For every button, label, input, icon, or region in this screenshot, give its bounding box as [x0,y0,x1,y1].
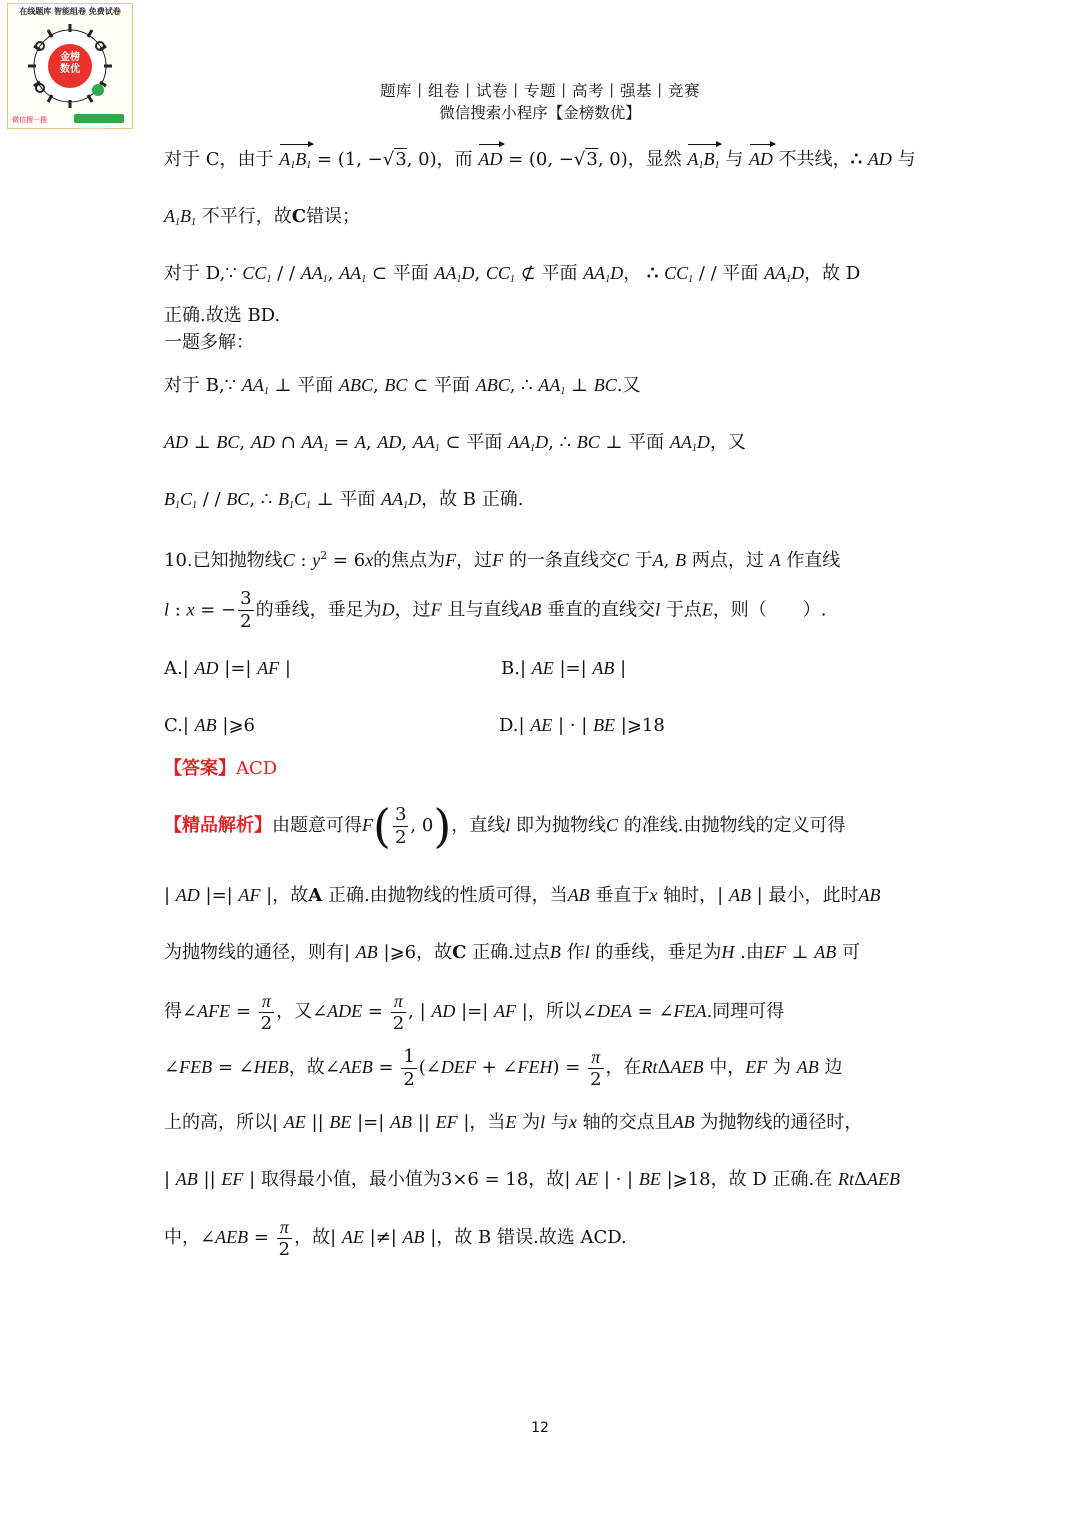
header-subtitle: 微信搜索小程序【金榜数优】 [439,104,641,122]
logo-arc-text-left: 在线题库 [19,6,52,16]
analysis-line7: | AB || EF | 取得最小值，最小值为3×6 = 18，故| AE | · | BE |⩾18，故 D 正确.在 RtΔAEB [164,1169,900,1190]
analysis-line5: ∠FEB = ∠HEB，故∠AEB = $\frac{1}{2}$ (∠DEF + ∠FEH) = $\frac{\pi}{2}$ ，在RtΔAEB 中，EF 为 AB 边 [164,1045,843,1090]
question-10-line2: l : x = − $\frac{3}{2}$ 的垂线，垂足为D，过F 且与直线AB 垂直的直线交l 于点E，则（ ）. [164,588,827,632]
analysis-line3: 为抛物线的通径，则有| AB |⩾6，故C 正确.过点B 作l 的垂线，垂足为H .由EF ⊥ AB 可 [164,942,860,963]
text-line-d1: 对于 D,∵ $CC_1$ / / $AA_1$, $AA_1$ ⊂ 平面 $AA_1D$, $CC_1$ ⊄ 平面 $AA_1D$， ∴ $CC_1$ / / 平面 $AA_1D$，故 D [164,263,861,285]
option-a[interactable]: A.| AD |=| AF | [164,658,291,679]
logo-arc-text-mid: 智能组卷 [54,6,86,16]
option-d[interactable]: D.| AE | · | BE |⩾18 [499,715,665,736]
text-line-b2: AD ⊥ BC, AD ∩ $AA_1 = A$, AD, $AA_1$ ⊂ 平面 $AA_1D$, ∴ BC ⊥ 平面 $AA_1D$，又 [164,432,746,454]
answer-value: ACD [236,758,278,779]
text-line-b3: $B_1C_1$ / / BC, ∴ $B_1C_1$ ⊥ 平面 $AA_1D$，故 B 正确. [164,489,524,511]
header-nav: 题库丨组卷丨试卷丨专题丨高考丨强基丨竞赛 [379,82,700,100]
page-number: 12 [531,1420,549,1436]
logo-footer-left: 微信搜一搜 [12,116,47,124]
analysis-label: 【精品解析】 [164,815,272,836]
logo-center-line1: 金榜 [60,52,80,63]
answer-line [164,757,277,781]
text-line-c2: $A_1B_1$ 不平行，故C错误； [164,206,361,228]
logo-center-line2: 数优 [60,64,80,75]
analysis-line2: | AD |=| AF |，故A 正确.由抛物线的性质可得，当AB 垂直于x 轴时，| AB | 最小，此时AB [164,885,881,906]
answer-label: 【答案】 [164,758,236,779]
text-line-c1: 对于 C，由于 $A_1B_1 = (1$, −√3, 0)，而 AD = (0, −√3, 0)，显然 $A_1B_1$ 与 AD 不共线，∴ AD 与 [164,147,916,178]
analysis-line1: 【精品解析】由题意可得F( $\frac{3}{2}$ , 0)，直线l 即为抛物线C 的准线.由抛物线的定义可得 [164,799,846,853]
analysis-line8: 中，∠AEB = $\frac{\pi}{2}$ ，故| AE |≠| AB |，故 B 错误.故选 ACD. [164,1216,627,1260]
question-10-line1: 10.已知抛物线C : $y^2 = 6x$的焦点为F，过F 的一条直线交C 于A, B 两点，过 A 作直线 [164,549,841,571]
option-b[interactable]: B.| AE |=| AB | [501,658,627,679]
multi-solution-heading: 一题多解： [164,332,254,353]
text-line-b1: 对于 B,∵ $AA_1$ ⊥ 平面 ABC, BC ⊂ 平面 ABC, ∴ $AA_1$ ⊥ BC.又 [164,375,641,397]
analysis-line4: 得∠AFE = $\frac{\pi}{2}$ ，又∠ADE = $\frac{\pi}{2}$ , | AD |=| AF |，所以∠DEA = ∠FEA.同理可得 [164,990,785,1034]
text-line-d2: 正确.故选 BD. [164,305,281,326]
logo-footer-right: 金榜数优 [80,124,105,131]
logo-arc-text-right: 免费试卷 [88,6,121,16]
option-c[interactable]: C.| AB |⩾6 [164,715,255,736]
analysis-line6: 上的高，所以| AE || BE |=| AB || EF |，当E 为l 与x 轴的交点且AB 为抛物线的通径时， [164,1112,863,1133]
